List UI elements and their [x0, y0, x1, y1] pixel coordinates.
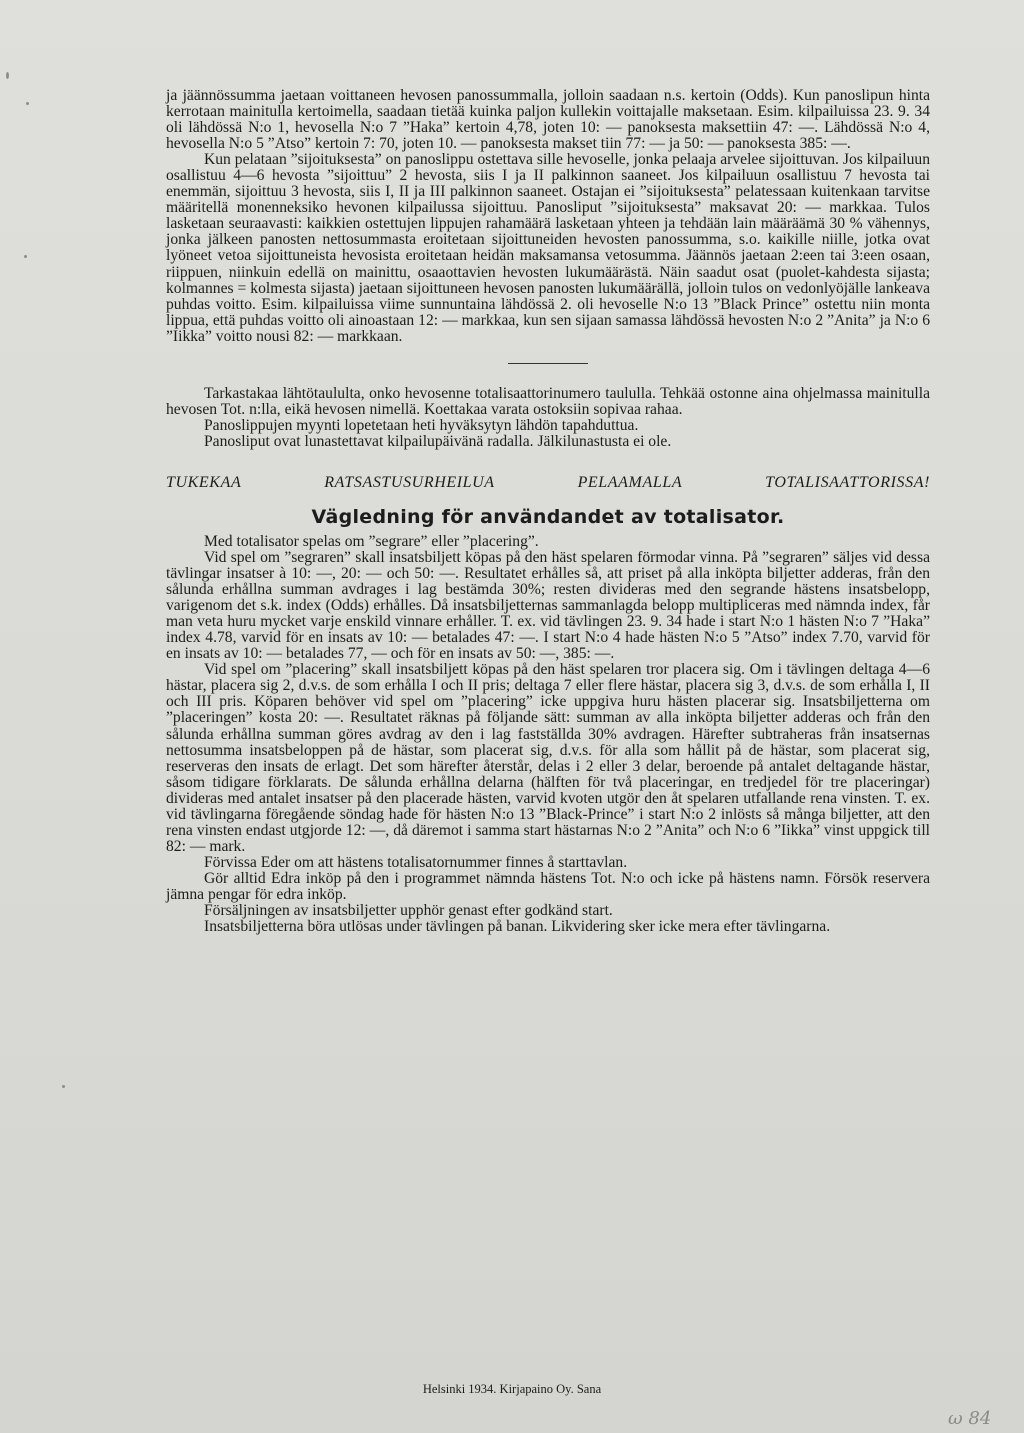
swedish-note: Gör alltid Edra inköp på den i programmet nämnda hästens Tot. N:o och icke på hästens namn. Försök reservera jämna pengar för edra inköp.	[166, 869, 930, 903]
swedish-note: Försäljningen av insatsbiljetter upphör genast efter godkänd start.	[204, 902, 613, 920]
swedish-paragraph: Vid spel om ”placering” skall insatsbiljett köpas på den häst spelaren tror placera sig. Om i tävlingen deltaga 4—6 hästar, placera sig 2, d.v.s. de som erhålla I och II pris; deltaga 7 eller flere hästar, placera sig 3, d.v.s. de som erhålla I, II och III pris. Köparen behöver vid spel om ”placering” icke uppgiva huru hästen placerar sig. Insatsbiljetterna om ”placeringen” kosta 20: —. Resultatet räknas på följande sätt: summan av alla inköpta biljetter adderas och från den sålunda erhållna summan göres avdrag av den i lag fastställda 30% avdragen. Härefter subtraheras från insatsernas nettosumma insatsbeloppen på de hästar, som placerat sig, d.v.s. för alla som hållit på de hästar, som placerat sig, reserveras den insats de erlagt. Det som härefter återstår, delas i 2 eller 3 delar, beroende på antalet deltagande hästar, såsom tidigare förklarats. De sålunda erhållna delarna (hälften för två placeringar, en tredjedel för tre placeringar) divideras med antalet insatser på den placerade hästen, varvid kvoten utgör den åt spelaren utfallande rena vinsten. T. ex. vid tävlingarna föregående söndag hade för hästen N:o 13 ”Black-Prince” i start N:o 2 inlösts så många biljetter, att den rena vinsten endast utgjorde 12: —, då däremot i samma start hästarnas N:o 2 ”Anita” och N:o 6 ”Iikka” vinst uppgick till 82: — mark.	[166, 661, 930, 855]
finnish-note: Panoslippujen myynti lopetetaan heti hyväksytyn lähdön tapahduttua.	[204, 416, 639, 434]
finnish-note: Tarkastakaa lähtötaululta, onko hevosenne totalisaattorinumero taululla. Tehkää ostonne aina ohjelmassa mainitulla hevosen Tot. n:lla, eikä hevosen nimellä. Koettakaa varata ostoksiin sopivaa rahaa.	[166, 384, 930, 418]
swedish-note: Förvissa Eder om att hästens totalisatornummer finnes å starttavlan.	[204, 853, 628, 871]
slogan: TUKEKAA RATSASTUSURHEILUA PELAAMALLA TOTALISAATTORISSA!	[166, 473, 930, 491]
finnish-paragraph: ja jäännössumma jaetaan voittaneen hevosen panossummalla, jolloin saadaan n.s. kertoin (Odds). Kun panoslipun hinta kerrotaan mainitulla kertoimella, saadaan tietää kuinka paljon kullekin voittajalle maksetaan. Esim. kilpailuissa 23. 9. 34 oli lähdössä N:o 1, hevosella N:o 7 ”Haka” kertoin 4,78, joten 10: — panoksesta maksettiin 47: —. Lähdössä N:o 4, hevosella N:o 5 ”Atso” kertoin 7: 70, joten 10. — panoksesta makset tiin 77: — ja 50: — panoksesta 385: —.	[166, 87, 930, 153]
paper-speck	[24, 255, 27, 258]
paper-speck	[26, 102, 29, 105]
handwritten-note: ω 84	[948, 1408, 992, 1429]
paper-speck	[62, 1085, 65, 1088]
printer-imprint: Helsinki 1934. Kirjapaino Oy. Sana	[422, 1382, 602, 1396]
text-column	[166, 88, 930, 935]
finnish-note: Panosliput ovat lunastettavat kilpailupäivänä radalla. Jälkilunastusta ei ole.	[204, 432, 672, 450]
swedish-paragraph: Med totalisator spelas om ”segrare” eller ”placering”.	[204, 532, 539, 550]
section-divider	[508, 363, 588, 364]
swedish-note: Insatsbiljetterna böra utlösas under tävlingen på banan. Likvidering sker icke mera efter tävlingarna.	[204, 918, 831, 936]
finnish-paragraph: Kun pelataan ”sijoituksesta” on panoslippu ostettava sille hevoselle, jonka pelaaja arvelee sijoittuvan. Jos kilpailuun osallistuu 4—6 hevosta ”sijoittuu” 2 hevosta, siis I ja II palkinnon saaneet. Jos kilpailuun osallistuu 7 hevosta tai enemmän, sijoittuu 3 hevosta, siis I, II ja III palkinnon saaneet. Ostajan ei ”sijoituksesta” pelatessaan kuitenkaan tarvitse määritellä monenneksiko hevonen kilpailussa sijoittuu. Panosliput ”sijoituksesta” maksavat 20: — markkaa. Tulos lasketaan seuraavasti: kaikkien ostettujen lippujen rahamäärä lasketaan yhteen ja tehdään lain määräämä 30 % vähennys, jonka jälkeen panosten nettosummasta eroitetaan sijoittuneiden hevosten panossumma, s.o. kaikille niille, jotka ovat lyöneet vetoa sijoittuneista hevosista eroitetaan heidän maksamansa vetosumma. Jäännös jaetaan 2:een tai 3:een osaan, riippuen, niinkuin edellä on mainittu, osaaottavien hevosten lukumäärästä. Näin saadut osat (puolet-kahdesta sijasta; kolmannes = kolmesta sijasta) jaetaan sijoittuneen hevosen panosten lukumäärällä, jolloin tulos on vedonlyöjälle lankeava puhdas voitto. Esim. kilpailuissa viime sunnuntaina lähdössä 2. oli hevoselle N:o 13 ”Black Prince” ostettu niin monta lippua, että puhdas voitto oli ainoastaan 12: — markkaa, kun sen sijaan samassa lähdössä hevosten N:o 2 ”Anita” ja N:o 6 ”Iikka” voitto nousi 82: — markkaan.	[166, 151, 930, 345]
paper-speck	[6, 72, 9, 79]
swedish-heading: Vägledning för användandet av totalisator.	[311, 505, 785, 528]
swedish-paragraph: Vid spel om ”segraren” skall insatsbiljett köpas på den häst spelaren förmodar vinna. På ”segraren” säljes vid dessa tävlingar insatser à 10: —, 20: — och 50: —. Resultatet erhålles så, att priset på alla inköpta biljetter adderas, från den sålunda erhållna summan avdrages i lag bestämda 30%; resten divideras med den segrande hästens insatsbelopp, varigenom det s.k. index (Odds) erhålles. Då insatsbiljetternas sammanlagda belopp multipliceras med nämnda index, får man veta huru mycket varje enskild vinnare erhåller. T. ex. vid tävlingen 23. 9. 34 hade i start N:o 1 hästen N:o 7 ”Haka” index 4.78, varvid för en insats av 10: — betalades 47: —. I start N:o 4 hade hästen N:o 5 ”Atso” index 7.70, varvid för en insats av 10: — betalades 77, — och för en insats av 50: —, 385: —.	[166, 548, 930, 663]
